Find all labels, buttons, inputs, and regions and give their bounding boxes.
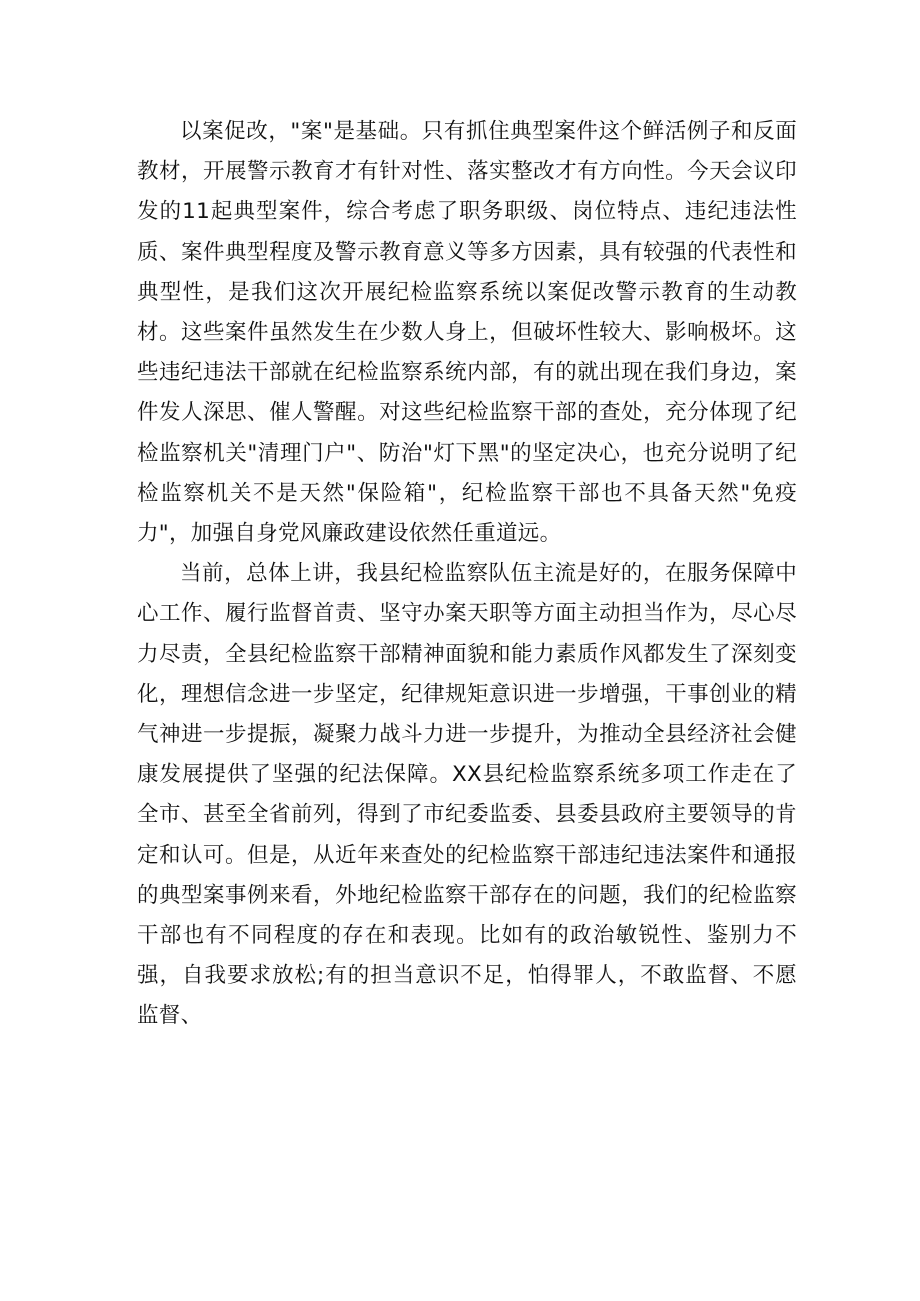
document-body bbox=[137, 112, 797, 1037]
paragraph-1: 以案促改，"案"是基础。只有抓住典型案件这个鲜活例子和反面教材，开展警示教育才有针对性、落实整改才有方向性。今天会议印发的11起典型案件，综合考虑了职务职级、岗位特点、违纪违法性质、案件典型程度及警示教育意义等多方因素，具有较强的代表性和典型性，是我们这次开展纪检监察系统以案促改警示教育的生动教材。这些案件虽然发生在少数人身上，但破坏性较大、影响极坏。这些违纪违法干部就在纪检监察系统内部，有的就出现在我们身边，案件发人深思、催人警醒。对这些纪检监察干部的查处，充分体现了纪检监察机关"清理门户"、防治"灯下黑"的坚定决心，也充分说明了纪检监察机关不是天然"保险箱"，纪检监察干部也不具备天然"免疫力"，加强自身党风廉政建设依然任重道远。 bbox=[137, 119, 797, 547]
paragraph-2: 当前，总体上讲，我县纪检监察队伍主流是好的，在服务保障中心工作、履行监督首责、坚守办案天职等方面主动担当作为，尽心尽力尽责，全县纪检监察干部精神面貌和能力素质作风都发生了深刻变化，理想信念进一步坚定，纪律规矩意识进一步增强，干事创业的精气神进一步提振，凝聚力战斗力进一步提升，为推动全县经济社会健康发展提供了坚强的纪法保障。XX县纪检监察系统多项工作走在了全市、甚至全省前列，得到了市纪委监委、县委县政府主要领导的肯定和认可。但是，从近年来查处的纪检监察干部违纪违法案件和通报的典型案事例来看，外地纪检监察干部存在的问题，我们的纪检监察干部也有不同程度的存在和表现。比如有的政治敏锐性、鉴别力不强，自我要求放松;有的担当意识不足，怕得罪人，不敢监督、不愿监督、 bbox=[137, 561, 797, 1029]
